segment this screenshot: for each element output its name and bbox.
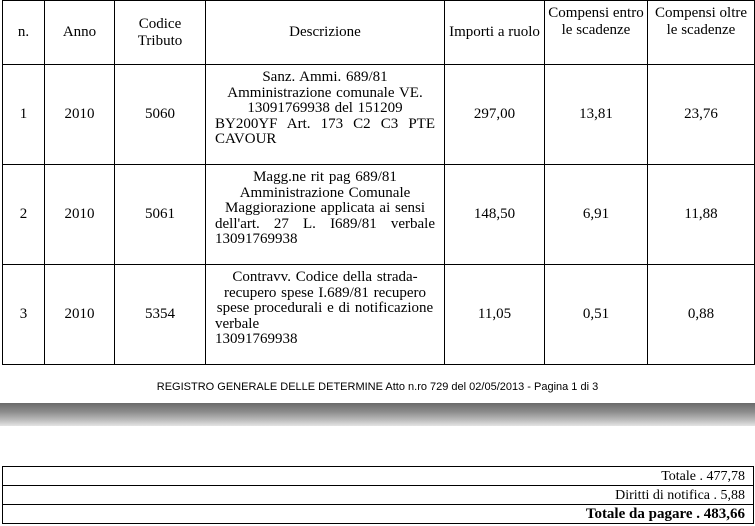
totale-da-pagare-value: Totale da pagare . 483,66 [3, 505, 754, 524]
cell-importo: 297,00 [445, 65, 545, 165]
descrizione-text-end: 13091769938 [215, 231, 298, 247]
cell-anno: 2010 [45, 165, 115, 265]
totals-table [2, 466, 754, 524]
cell-n: 1 [3, 65, 45, 165]
header-compensi-oltre [648, 1, 755, 65]
descrizione-text-end: CAVOUR [215, 131, 277, 147]
header-n: n. [3, 1, 45, 65]
descrizione-text: Magg.ne rit pag 689/81 Amministrazione Comunale Maggiorazione applicata ai sensi dell'art. 27 L. I689/81 verbale [215, 170, 435, 232]
header-compensi-entro [545, 1, 648, 65]
table-row [3, 65, 755, 165]
totals-row [3, 467, 754, 486]
descrizione-text: Contravv. Codice della strada-recupero spese I.689/81 recupero spese procedurali e di notificazione verbale [215, 270, 434, 332]
cell-descrizione [206, 165, 445, 265]
tributi-table [2, 0, 755, 365]
cell-n: 3 [3, 265, 45, 365]
cell-compensi-entro: 13,81 [545, 65, 648, 165]
descrizione-text-end: 13091769938 [215, 331, 298, 347]
cell-codice: 5354 [115, 265, 206, 365]
totals-row [3, 505, 754, 524]
table-row [3, 165, 755, 265]
cell-n: 2 [3, 165, 45, 265]
cell-compensi-entro: 6,91 [545, 165, 648, 265]
totals-row [3, 486, 754, 505]
table-header-row [3, 1, 755, 65]
cell-compensi-oltre: 11,88 [648, 165, 755, 265]
cell-codice: 5060 [115, 65, 206, 165]
header-compensi-entro-text: Compensi entro le scadenze [548, 5, 644, 38]
cell-importo: 148,50 [445, 165, 545, 265]
cell-compensi-entro: 0,51 [545, 265, 648, 365]
cell-compensi-oltre: 23,76 [648, 65, 755, 165]
header-importi: Importi a ruolo [445, 1, 545, 65]
cell-anno: 2010 [45, 65, 115, 165]
totale-value: Totale . 477,78 [3, 467, 754, 486]
page-separator-bar [0, 403, 755, 426]
header-descrizione: Descrizione [206, 1, 445, 65]
cell-descrizione [206, 265, 445, 365]
header-codice-tributo: Codice Tributo [115, 1, 206, 65]
descrizione-text: Sanz. Ammi. 689/81 Amministrazione comunale VE. 13091769938 del 151209 BY200YF Art. 173 C2 C3 PTE [215, 70, 435, 132]
cell-compensi-oltre: 0,88 [648, 265, 755, 365]
diritti-notifica-value: Diritti di notifica . 5,88 [3, 486, 754, 505]
header-compensi-oltre-text: Compensi oltre le scadenze [654, 5, 748, 38]
cell-codice: 5061 [115, 165, 206, 265]
cell-importo: 11,05 [445, 265, 545, 365]
table-row [3, 265, 755, 365]
cell-descrizione [206, 65, 445, 165]
cell-anno: 2010 [45, 265, 115, 365]
header-anno: Anno [45, 1, 115, 65]
page-footer-note: REGISTRO GENERALE DELLE DETERMINE Atto n.ro 729 del 02/05/2013 - Pagina 1 di 3 [156, 381, 599, 393]
